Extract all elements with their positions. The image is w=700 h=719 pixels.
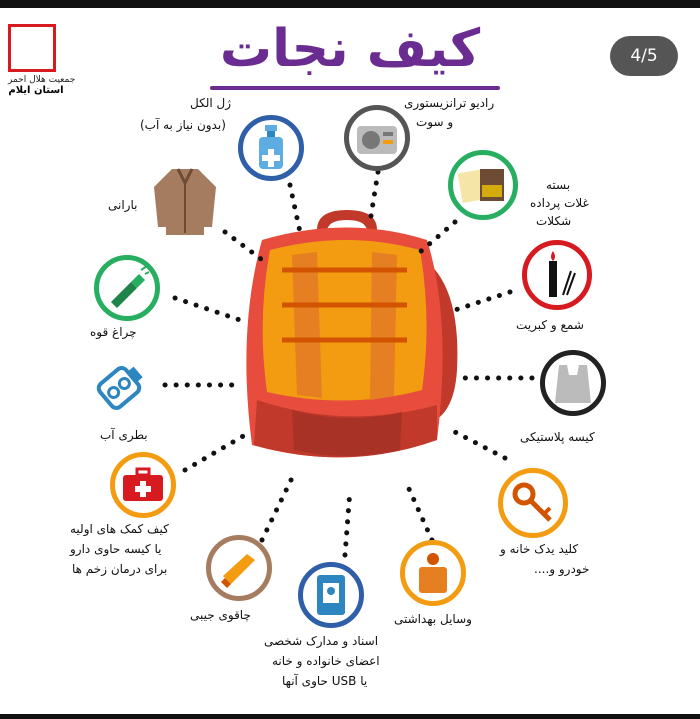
item-hygiene [400, 540, 466, 606]
label-hygiene: وسایل بهداشتی [394, 612, 472, 626]
logo-org: جمعیت هلال احمر [8, 75, 76, 85]
label-water: بطری آب [100, 428, 148, 442]
label-keys: کلید یدک خانه و [500, 542, 579, 556]
plastic-bag-icon [540, 350, 606, 416]
label-candle: شمع و کبریت [516, 318, 584, 332]
label-keys-sub: خودرو و.... [534, 562, 590, 576]
first-aid-kit-icon [110, 452, 176, 518]
label-bag: کیسه پلاستیکی [520, 430, 595, 444]
hygiene-items-icon [400, 540, 466, 606]
item-documents [298, 562, 364, 628]
raincoat-icon [150, 165, 220, 237]
label-raincoat: بارانی [108, 198, 138, 212]
pocket-knife-icon [206, 535, 272, 601]
label-sanitizer: ژل الکل [190, 96, 232, 110]
candle-matches-icon [522, 240, 592, 310]
item-raincoat [150, 165, 220, 241]
label-knife: چاقوی جیبی [190, 608, 251, 622]
documents-usb-icon [298, 562, 364, 628]
bottom-bar [0, 714, 700, 719]
item-radio [344, 105, 410, 171]
label-documents-sub: اعضای خانواده و خانه [272, 654, 380, 668]
water-bottle-icon [86, 355, 152, 421]
item-candle [522, 240, 592, 310]
label-radio: رادیو ترانزیستوری [404, 96, 495, 110]
hand-sanitizer-icon [238, 115, 304, 181]
logo-province: استان ایلام [8, 85, 64, 96]
label-food: بسته [546, 178, 571, 192]
item-keys [498, 468, 568, 538]
item-sanitizer [238, 115, 304, 181]
item-knife [206, 535, 272, 601]
page-title: کیف نجات [219, 19, 481, 79]
item-food [448, 150, 518, 220]
item-bag [540, 350, 606, 416]
item-firstaid [110, 452, 176, 518]
label-firstaid: کیف کمک های اولیه [70, 522, 169, 536]
label-food-sub2: شکلات [536, 214, 572, 228]
item-water [86, 355, 152, 425]
keys-icon [498, 468, 568, 538]
radio-icon [344, 105, 410, 171]
label-documents: اسناد و مدارک شخصی [264, 634, 379, 648]
label-flashlight: چراغ قوه [90, 325, 137, 339]
label-radio-sub: و سوت [416, 115, 454, 129]
label-firstaid-sub: یا کیسه حاوی دارو [70, 542, 162, 556]
label-sanitizer-sub: (بدون نیاز به آب) [140, 118, 226, 132]
page-counter[interactable]: 4/5 [610, 36, 678, 76]
label-firstaid-sub2: برای درمان زخم ها [72, 562, 168, 576]
food-bars-icon [448, 150, 518, 220]
flashlight-icon [94, 255, 160, 321]
label-food-sub: غلات پرداده [530, 196, 589, 210]
item-flashlight [94, 255, 160, 321]
label-documents-sub2: یا USB حاوی آنها [282, 674, 368, 688]
